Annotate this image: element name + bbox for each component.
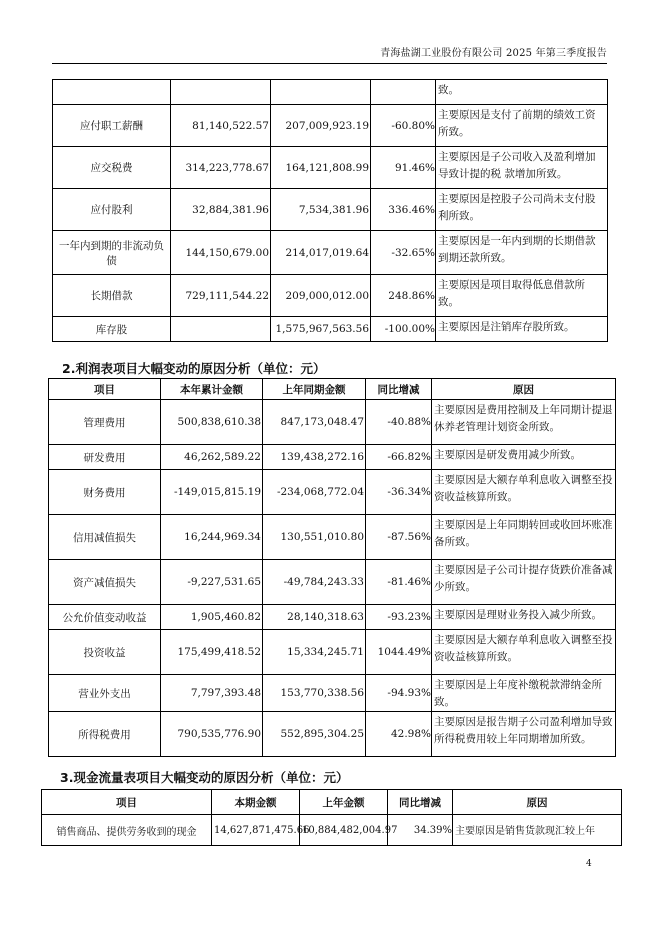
reason-cell: 主要原因是报告期子公司盈利增加导致所得税费用较上年同期增加所致。 (432, 712, 616, 757)
change-cell: -81.46% (366, 560, 432, 605)
cash-flow-title: 3.现金流量表项目大幅变动的原因分析（单位：元） (60, 770, 349, 785)
current-cell (171, 317, 271, 342)
item-cell (53, 80, 171, 105)
prior-cell: 28,140,318.63 (263, 605, 366, 630)
table-row (49, 712, 616, 757)
current-cell: 314,223,778.67 (171, 147, 271, 189)
prior-cell: 209,000,012.00 (271, 275, 371, 317)
column-header: 同比增减 (366, 379, 432, 400)
reason-cell: 主要原因是支付了前期的绩效工资所致。 (436, 105, 608, 147)
reason-cell: 主要原因是上年同期转回或收回坏账准备所致。 (432, 515, 616, 560)
income-statement-table (48, 378, 616, 757)
prior-cell: 7,534,381.96 (271, 189, 371, 231)
table-row (49, 630, 616, 675)
prior-cell: 139,438,272.16 (263, 445, 366, 470)
table-row (49, 400, 616, 445)
table-row (53, 105, 608, 147)
column-header: 本年累计金额 (161, 379, 263, 400)
change-cell: -93.23% (366, 605, 432, 630)
reason-cell: 致。 (436, 80, 608, 105)
item-cell: 财务费用 (49, 470, 161, 515)
current-cell: 1,905,460.82 (161, 605, 263, 630)
prior-cell: 153,770,338.56 (263, 675, 366, 712)
item-cell: 应交税费 (53, 147, 171, 189)
reason-cell: 主要原因是费用控制及上年同期计提退休养老管理计划资金所致。 (432, 400, 616, 445)
table-row (49, 605, 616, 630)
table-header-row (49, 379, 616, 400)
prior-cell: 164,121,808.99 (271, 147, 371, 189)
table-row (49, 445, 616, 470)
balance-sheet-table (52, 79, 608, 342)
table-row (49, 470, 616, 515)
current-cell: -149,015,815.19 (161, 470, 263, 515)
table-header-row (42, 790, 622, 815)
prior-cell: 214,017,019.64 (271, 231, 371, 275)
current-cell: 500,838,610.38 (161, 400, 263, 445)
table-row (53, 317, 608, 342)
item-cell: 投资收益 (49, 630, 161, 675)
current-cell: -9,227,531.65 (161, 560, 263, 605)
reason-cell: 主要原因是大额存单利息收入调整至投资收益核算所致。 (432, 630, 616, 675)
page-number: 4 (586, 859, 592, 869)
prior-cell: 130,551,010.80 (263, 515, 366, 560)
change-cell: -32.65% (371, 231, 436, 275)
reason-cell: 主要原因是控股子公司尚未支付股利所致。 (436, 189, 608, 231)
reason-cell: 主要原因是研发费用减少所致。 (432, 445, 616, 470)
reason-cell: 主要原因是项目取得低息借款所致。 (436, 275, 608, 317)
table-row (53, 147, 608, 189)
table-row (53, 275, 608, 317)
current-cell: 175,499,418.52 (161, 630, 263, 675)
column-header: 上年金额 (300, 790, 388, 815)
header-rule (52, 63, 607, 64)
item-cell: 应付股利 (53, 189, 171, 231)
current-cell: 729,111,544.22 (171, 275, 271, 317)
change-cell (371, 80, 436, 105)
prior-cell: -49,784,243.33 (263, 560, 366, 605)
column-header: 项目 (49, 379, 161, 400)
change-cell: 248.86% (371, 275, 436, 317)
change-cell: 42.98% (366, 712, 432, 757)
item-cell: 一年内到期的非流动负债 (53, 231, 171, 275)
page-header: 青海盐湖工业股份有限公司 2025 年第三季度报告 (380, 48, 607, 59)
table-row (49, 675, 616, 712)
column-header: 本期金额 (212, 790, 300, 815)
column-header: 原因 (453, 790, 622, 815)
prior-cell: 1,575,967,563.56 (271, 317, 371, 342)
change-cell: 1044.49% (366, 630, 432, 675)
change-cell: -66.82% (366, 445, 432, 470)
reason-cell: 主要原因是子公司计提存货跌价准备减少所致。 (432, 560, 616, 605)
column-header: 同比增减 (388, 790, 453, 815)
current-cell: 7,797,393.48 (161, 675, 263, 712)
current-cell: 790,535,776.90 (161, 712, 263, 757)
item-cell: 管理费用 (49, 400, 161, 445)
item-cell: 资产减值损失 (49, 560, 161, 605)
current-cell: 32,884,381.96 (171, 189, 271, 231)
change-cell: 91.46% (371, 147, 436, 189)
reason-cell: 主要原因是子公司收入及盈利增加导致计提的税 款增加所致。 (436, 147, 608, 189)
table-row (53, 189, 608, 231)
change-cell: -40.88% (366, 400, 432, 445)
table-row (49, 515, 616, 560)
prior-cell (271, 80, 371, 105)
change-cell: -60.80% (371, 105, 436, 147)
table-row (49, 560, 616, 605)
current-cell: 46,262,589.22 (161, 445, 263, 470)
cash-flow-table (41, 789, 622, 846)
current-cell: 14,627,871,475.66 (212, 815, 300, 846)
prior-cell: 207,009,923.19 (271, 105, 371, 147)
current-cell (171, 80, 271, 105)
prior-cell: 15,334,245.71 (263, 630, 366, 675)
reason-cell: 主要原因是一年内到期的长期借款到期还款所致。 (436, 231, 608, 275)
item-cell: 销售商品、提供劳务收到的现金 (42, 815, 212, 846)
table-row (53, 231, 608, 275)
prior-cell: -234,068,772.04 (263, 470, 366, 515)
current-cell: 144,150,679.00 (171, 231, 271, 275)
column-header: 原因 (432, 379, 616, 400)
item-cell: 应付职工薪酬 (53, 105, 171, 147)
item-cell: 库存股 (53, 317, 171, 342)
change-cell: -94.93% (366, 675, 432, 712)
item-cell: 长期借款 (53, 275, 171, 317)
item-cell: 信用减值损失 (49, 515, 161, 560)
reason-cell: 主要原因是理财业务投入减少所致。 (432, 605, 616, 630)
change-cell: 336.46% (371, 189, 436, 231)
reason-cell: 主要原因是注销库存股所致。 (436, 317, 608, 342)
reason-cell: 主要原因是销售货款现汇较上年 (453, 815, 622, 846)
prior-cell: 552,895,304.25 (263, 712, 366, 757)
prior-cell: 10,884,482,004.97 (300, 815, 388, 846)
column-header: 上年同期金额 (263, 379, 366, 400)
change-cell: -36.34% (366, 470, 432, 515)
item-cell: 所得税费用 (49, 712, 161, 757)
change-cell: -87.56% (366, 515, 432, 560)
item-cell: 研发费用 (49, 445, 161, 470)
current-cell: 81,140,522.57 (171, 105, 271, 147)
reason-cell: 主要原因是上年度补缴税款滞纳金所致。 (432, 675, 616, 712)
table-row (53, 80, 608, 105)
change-cell: 34.39% (388, 815, 453, 846)
reason-cell: 主要原因是大额存单利息收入调整至投资收益核算所致。 (432, 470, 616, 515)
prior-cell: 847,173,048.47 (263, 400, 366, 445)
item-cell: 营业外支出 (49, 675, 161, 712)
current-cell: 16,244,969.34 (161, 515, 263, 560)
income-statement-title: 2.利润表项目大幅变动的原因分析（单位：元） (62, 361, 326, 376)
change-cell: -100.00% (371, 317, 436, 342)
table-row (42, 815, 622, 846)
column-header: 项目 (42, 790, 212, 815)
item-cell: 公允价值变动收益 (49, 605, 161, 630)
